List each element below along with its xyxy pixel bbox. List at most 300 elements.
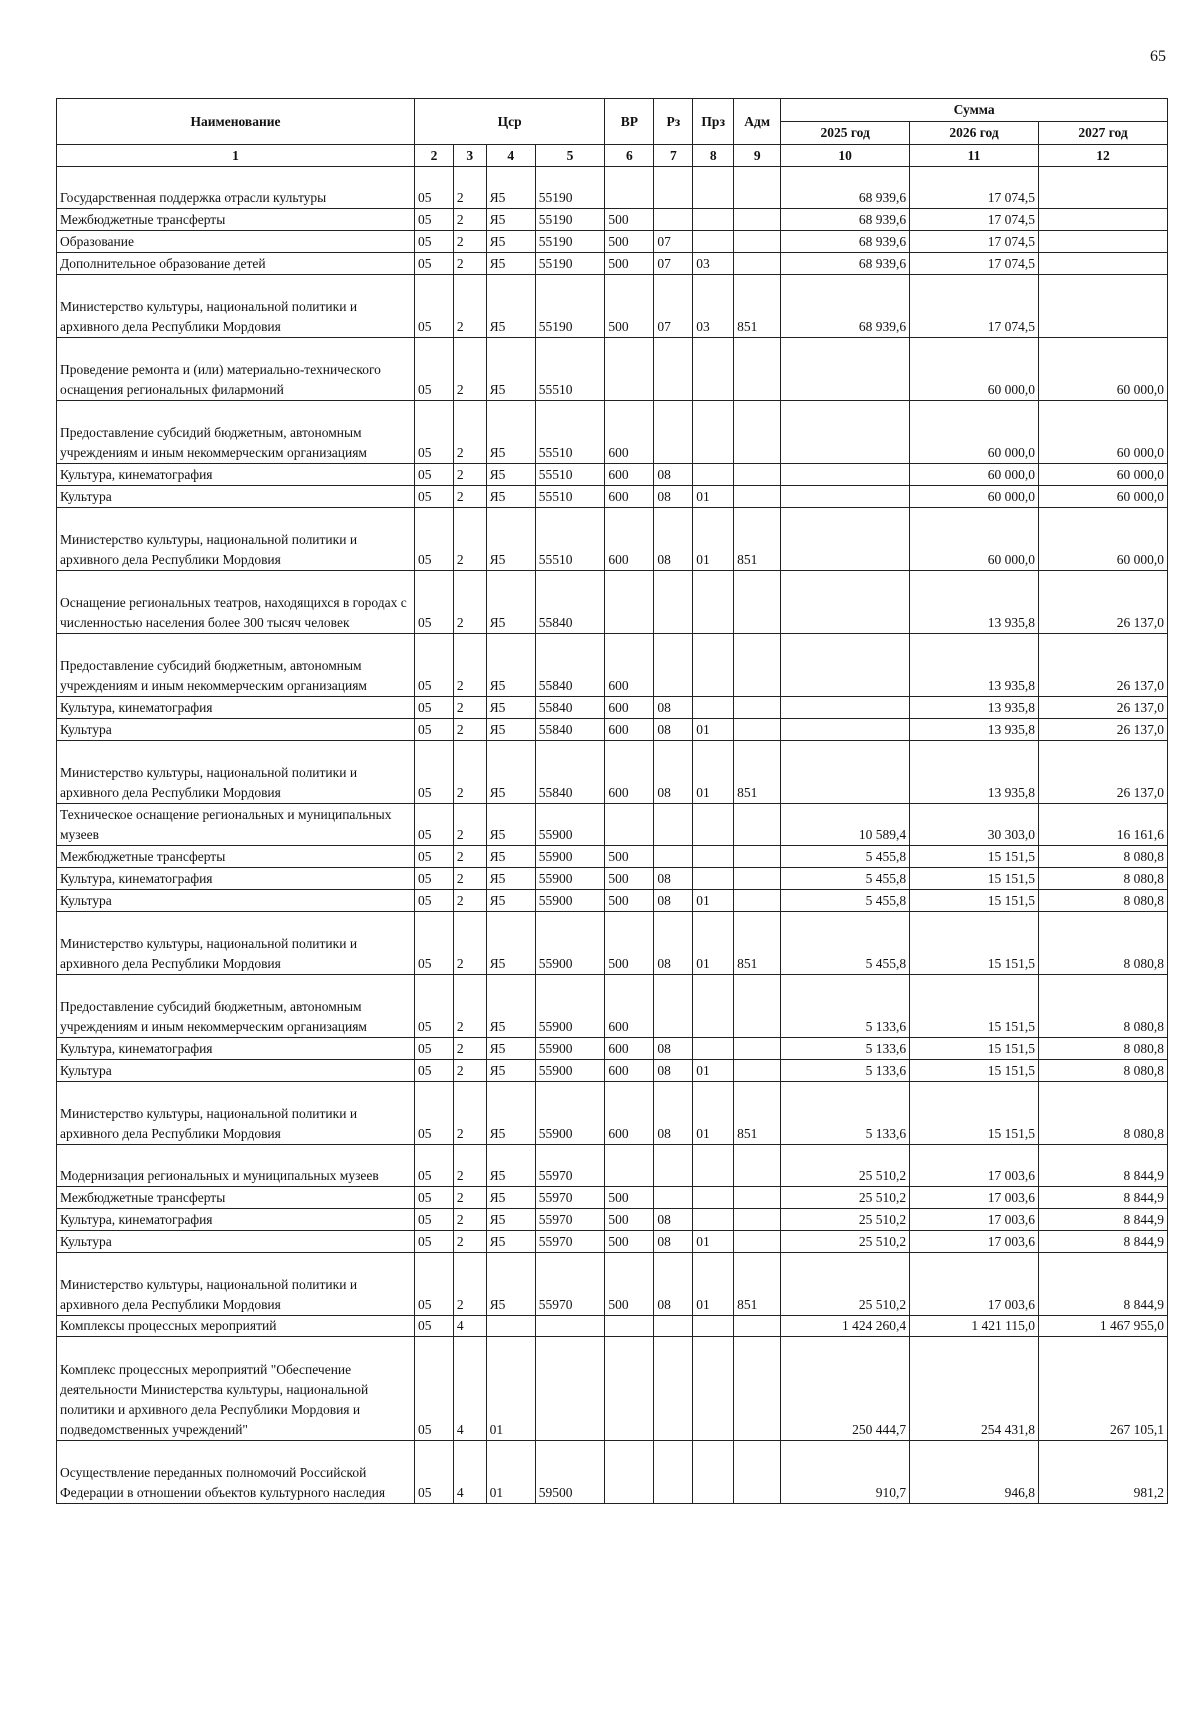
cell-csr-direction: 55900 [535,846,605,868]
cell-name: Оснащение региональных театров, находящихся в городах с численностью населения более 300 тысяч человек [57,571,415,634]
cell-csr-direction: 55190 [535,209,605,231]
cell-sum-2026: 17 003,6 [910,1187,1039,1209]
cell-csr-direction [535,1337,605,1441]
cell-vr: 500 [605,1187,654,1209]
cell-vr: 600 [605,401,654,464]
cell-csr-type: 2 [453,253,486,275]
cell-csr-direction: 55840 [535,719,605,741]
cell-sum-2027: 60 000,0 [1039,464,1168,486]
column-number: 6 [605,145,654,167]
cell-adm [734,401,781,464]
cell-csr-direction: 55840 [535,697,605,719]
cell-csr-direction: 55900 [535,912,605,975]
cell-rz: 08 [654,1082,693,1145]
cell-name: Проведение ремонта и (или) материально-технического оснащения региональных филармоний [57,338,415,401]
cell-sum-2026: 13 935,8 [910,571,1039,634]
cell-prz [693,868,734,890]
cell-prz: 01 [693,912,734,975]
cell-prz: 01 [693,1231,734,1253]
header-year-2026: 2026 год [910,122,1039,145]
cell-csr-program: 05 [415,1082,454,1145]
cell-vr: 600 [605,741,654,804]
cell-sum-2027 [1039,167,1168,209]
cell-csr-program: 05 [415,697,454,719]
cell-csr-project: Я5 [486,741,535,804]
cell-csr-program: 05 [415,1253,454,1316]
cell-csr-type: 2 [453,231,486,253]
cell-csr-direction: 55970 [535,1209,605,1231]
cell-sum-2026: 13 935,8 [910,741,1039,804]
cell-csr-direction: 55510 [535,464,605,486]
cell-rz [654,1441,693,1504]
cell-csr-type: 2 [453,741,486,804]
table-row [57,1316,1168,1337]
cell-rz: 08 [654,912,693,975]
cell-csr-type: 2 [453,634,486,697]
cell-name: Культура [57,719,415,741]
cell-csr-program: 05 [415,1187,454,1209]
cell-name: Министерство культуры, национальной политики и архивного дела Республики Мордовия [57,1082,415,1145]
cell-vr [605,1145,654,1187]
cell-adm: 851 [734,1253,781,1316]
table-row [57,912,1168,975]
cell-csr-direction: 55900 [535,804,605,846]
cell-sum-2027: 26 137,0 [1039,697,1168,719]
cell-rz: 08 [654,1209,693,1231]
cell-csr-direction: 55970 [535,1231,605,1253]
cell-csr-type: 4 [453,1441,486,1504]
cell-sum-2027: 26 137,0 [1039,634,1168,697]
cell-sum-2027: 26 137,0 [1039,571,1168,634]
cell-sum-2026: 13 935,8 [910,697,1039,719]
cell-name: Культура, кинематография [57,868,415,890]
cell-sum-2026: 17 074,5 [910,209,1039,231]
cell-name: Предоставление субсидий бюджетным, автономным учреждениям и иным некоммерческим организациям [57,975,415,1038]
cell-vr [605,1441,654,1504]
cell-rz: 08 [654,1231,693,1253]
cell-name: Культура, кинематография [57,464,415,486]
cell-vr: 500 [605,231,654,253]
cell-csr-type: 2 [453,338,486,401]
cell-adm [734,846,781,868]
table-row [57,1209,1168,1231]
cell-name: Министерство культуры, национальной политики и архивного дела Республики Мордовия [57,275,415,338]
cell-adm [734,231,781,253]
cell-name: Культура [57,1060,415,1082]
cell-sum-2025 [781,508,910,571]
cell-csr-project: Я5 [486,890,535,912]
cell-sum-2025: 1 424 260,4 [781,1316,910,1337]
cell-sum-2026: 15 151,5 [910,1060,1039,1082]
table-row [57,697,1168,719]
cell-sum-2026: 17 074,5 [910,231,1039,253]
cell-name: Культура [57,486,415,508]
table-row [57,253,1168,275]
cell-csr-type: 2 [453,1060,486,1082]
cell-sum-2026: 60 000,0 [910,486,1039,508]
cell-csr-project: Я5 [486,464,535,486]
cell-csr-project: Я5 [486,231,535,253]
cell-sum-2027: 26 137,0 [1039,719,1168,741]
cell-sum-2026: 15 151,5 [910,868,1039,890]
cell-sum-2026: 17 003,6 [910,1231,1039,1253]
cell-sum-2025: 250 444,7 [781,1337,910,1441]
cell-rz: 08 [654,486,693,508]
cell-vr: 600 [605,719,654,741]
cell-adm [734,1209,781,1231]
cell-sum-2025: 5 455,8 [781,846,910,868]
cell-prz [693,338,734,401]
cell-csr-program: 05 [415,338,454,401]
cell-rz: 08 [654,508,693,571]
cell-csr-direction: 55510 [535,338,605,401]
table-row [57,231,1168,253]
header-rz: Рз [654,99,693,145]
cell-name: Межбюджетные трансферты [57,1187,415,1209]
cell-csr-project: Я5 [486,1209,535,1231]
cell-vr [605,338,654,401]
cell-vr: 600 [605,1060,654,1082]
cell-csr-project: Я5 [486,401,535,464]
cell-csr-type: 2 [453,1187,486,1209]
cell-sum-2027: 1 467 955,0 [1039,1316,1168,1337]
cell-csr-project: Я5 [486,1187,535,1209]
cell-sum-2025: 25 510,2 [781,1209,910,1231]
cell-sum-2027: 60 000,0 [1039,486,1168,508]
cell-sum-2026: 17 074,5 [910,275,1039,338]
cell-rz [654,1337,693,1441]
cell-csr-project: 01 [486,1337,535,1441]
cell-sum-2027: 8 844,9 [1039,1187,1168,1209]
cell-sum-2027: 16 161,6 [1039,804,1168,846]
cell-sum-2026: 13 935,8 [910,719,1039,741]
cell-csr-type: 2 [453,890,486,912]
cell-sum-2027: 60 000,0 [1039,401,1168,464]
cell-prz [693,1337,734,1441]
cell-sum-2027: 8 080,8 [1039,975,1168,1038]
cell-rz: 08 [654,719,693,741]
table-row [57,1060,1168,1082]
cell-csr-project: Я5 [486,1060,535,1082]
column-number: 12 [1039,145,1168,167]
cell-prz: 01 [693,1082,734,1145]
cell-sum-2027: 8 080,8 [1039,1038,1168,1060]
cell-vr [605,1337,654,1441]
cell-sum-2026: 15 151,5 [910,1082,1039,1145]
cell-name: Межбюджетные трансферты [57,846,415,868]
cell-csr-type: 2 [453,1209,486,1231]
cell-sum-2027: 267 105,1 [1039,1337,1168,1441]
cell-name: Предоставление субсидий бюджетным, автономным учреждениям и иным некоммерческим организациям [57,634,415,697]
cell-csr-direction [535,1316,605,1337]
cell-csr-project: Я5 [486,846,535,868]
cell-vr: 600 [605,486,654,508]
cell-vr: 500 [605,1209,654,1231]
cell-prz [693,401,734,464]
cell-csr-direction: 55510 [535,508,605,571]
cell-csr-project: Я5 [486,868,535,890]
cell-csr-project: Я5 [486,508,535,571]
cell-vr: 600 [605,697,654,719]
cell-vr [605,1316,654,1337]
cell-csr-program: 05 [415,1231,454,1253]
cell-csr-type: 2 [453,1038,486,1060]
cell-vr: 500 [605,912,654,975]
cell-name: Культура [57,890,415,912]
cell-sum-2027 [1039,275,1168,338]
cell-prz: 03 [693,275,734,338]
cell-sum-2026: 15 151,5 [910,890,1039,912]
cell-adm: 851 [734,912,781,975]
cell-rz [654,571,693,634]
cell-rz: 07 [654,253,693,275]
table-row [57,464,1168,486]
cell-rz: 08 [654,1253,693,1316]
cell-vr: 600 [605,634,654,697]
header-csr: Цср [415,99,605,145]
cell-name: Межбюджетные трансферты [57,209,415,231]
cell-name: Комплекс процессных мероприятий "Обеспечение деятельности Министерства культуры, национальной политики и архивного дела Республики Мордовия и подведомственных учреждений" [57,1337,415,1441]
cell-vr: 500 [605,846,654,868]
cell-csr-type: 2 [453,167,486,209]
cell-csr-direction: 55190 [535,167,605,209]
cell-prz [693,1316,734,1337]
table-row [57,1441,1168,1504]
cell-sum-2025 [781,634,910,697]
cell-name: Культура, кинематография [57,697,415,719]
cell-sum-2027: 8 080,8 [1039,1082,1168,1145]
cell-adm [734,167,781,209]
cell-name: Министерство культуры, национальной политики и архивного дела Республики Мордовия [57,508,415,571]
cell-sum-2025: 910,7 [781,1441,910,1504]
cell-prz [693,1038,734,1060]
cell-adm [734,1187,781,1209]
cell-csr-type: 2 [453,275,486,338]
cell-name: Техническое оснащение региональных и муниципальных музеев [57,804,415,846]
cell-name: Министерство культуры, национальной политики и архивного дела Республики Мордовия [57,912,415,975]
cell-csr-type: 2 [453,464,486,486]
cell-adm [734,719,781,741]
header-adm: Адм [734,99,781,145]
cell-csr-direction: 55510 [535,401,605,464]
header-prz: Прз [693,99,734,145]
cell-prz [693,571,734,634]
cell-csr-project: 01 [486,1441,535,1504]
cell-csr-type: 2 [453,209,486,231]
header-year-2025: 2025 год [781,122,910,145]
cell-vr: 500 [605,890,654,912]
cell-csr-program: 05 [415,275,454,338]
cell-csr-program: 05 [415,167,454,209]
cell-csr-type: 2 [453,401,486,464]
cell-csr-direction: 55510 [535,486,605,508]
cell-sum-2025 [781,697,910,719]
cell-csr-program: 05 [415,486,454,508]
cell-sum-2025: 5 133,6 [781,1082,910,1145]
cell-prz [693,804,734,846]
cell-sum-2026: 17 003,6 [910,1145,1039,1187]
cell-sum-2025: 5 133,6 [781,1038,910,1060]
cell-sum-2027: 8 844,9 [1039,1209,1168,1231]
cell-csr-project: Я5 [486,697,535,719]
cell-prz: 01 [693,890,734,912]
cell-name: Дополнительное образование детей [57,253,415,275]
cell-csr-project: Я5 [486,486,535,508]
cell-prz [693,1209,734,1231]
cell-rz: 08 [654,890,693,912]
cell-sum-2025: 25 510,2 [781,1231,910,1253]
cell-vr [605,804,654,846]
cell-csr-program: 05 [415,1337,454,1441]
cell-csr-direction: 55190 [535,253,605,275]
table-row [57,741,1168,804]
cell-sum-2026: 15 151,5 [910,846,1039,868]
cell-csr-project: Я5 [486,634,535,697]
cell-sum-2027: 26 137,0 [1039,741,1168,804]
cell-adm: 851 [734,275,781,338]
cell-prz [693,846,734,868]
cell-sum-2025: 5 133,6 [781,1060,910,1082]
cell-csr-direction: 55900 [535,890,605,912]
cell-prz: 01 [693,486,734,508]
cell-csr-program: 05 [415,1209,454,1231]
cell-sum-2025: 5 455,8 [781,912,910,975]
cell-csr-direction: 55190 [535,231,605,253]
cell-sum-2027: 8 080,8 [1039,890,1168,912]
cell-csr-program: 05 [415,1316,454,1337]
table-row [57,275,1168,338]
cell-csr-project: Я5 [486,275,535,338]
cell-csr-type: 2 [453,571,486,634]
cell-csr-direction: 55900 [535,868,605,890]
cell-csr-type: 2 [453,804,486,846]
cell-adm [734,890,781,912]
cell-adm [734,1441,781,1504]
cell-sum-2025: 25 510,2 [781,1253,910,1316]
cell-adm [734,975,781,1038]
cell-csr-project: Я5 [486,1145,535,1187]
cell-prz [693,209,734,231]
cell-csr-project [486,1316,535,1337]
cell-csr-project: Я5 [486,975,535,1038]
cell-csr-program: 05 [415,571,454,634]
table-row [57,1337,1168,1441]
cell-vr: 500 [605,253,654,275]
table-row [57,890,1168,912]
cell-sum-2027 [1039,209,1168,231]
cell-csr-type: 4 [453,1316,486,1337]
cell-csr-program: 05 [415,912,454,975]
cell-csr-type: 2 [453,697,486,719]
cell-csr-program: 05 [415,253,454,275]
cell-rz: 08 [654,868,693,890]
cell-rz [654,338,693,401]
table-row [57,486,1168,508]
column-number: 8 [693,145,734,167]
table-row [57,1038,1168,1060]
cell-sum-2027: 60 000,0 [1039,338,1168,401]
cell-sum-2027: 60 000,0 [1039,508,1168,571]
cell-prz: 03 [693,253,734,275]
cell-sum-2027: 8 080,8 [1039,868,1168,890]
cell-sum-2026: 17 074,5 [910,167,1039,209]
cell-csr-project: Я5 [486,167,535,209]
cell-vr [605,167,654,209]
table-row [57,338,1168,401]
cell-vr: 500 [605,209,654,231]
cell-prz: 01 [693,1253,734,1316]
cell-rz: 08 [654,741,693,804]
table-row [57,846,1168,868]
cell-csr-type: 2 [453,1145,486,1187]
cell-sum-2025 [781,464,910,486]
table-row [57,1082,1168,1145]
cell-csr-project: Я5 [486,253,535,275]
cell-sum-2025 [781,741,910,804]
cell-sum-2026: 15 151,5 [910,912,1039,975]
table-row [57,1253,1168,1316]
cell-csr-program: 05 [415,846,454,868]
cell-sum-2027 [1039,253,1168,275]
cell-csr-project: Я5 [486,1082,535,1145]
cell-csr-program: 05 [415,209,454,231]
table-row [57,401,1168,464]
cell-sum-2025: 5 455,8 [781,890,910,912]
cell-prz [693,464,734,486]
column-number: 1 [57,145,415,167]
cell-csr-type: 2 [453,975,486,1038]
cell-rz [654,975,693,1038]
cell-csr-project: Я5 [486,804,535,846]
cell-csr-project: Я5 [486,719,535,741]
cell-csr-type: 2 [453,1231,486,1253]
column-numbers-row [57,145,1168,167]
cell-csr-direction: 55840 [535,634,605,697]
cell-sum-2026: 60 000,0 [910,464,1039,486]
header-year-2027: 2027 год [1039,122,1168,145]
cell-sum-2027: 8 080,8 [1039,846,1168,868]
cell-csr-direction: 55840 [535,741,605,804]
cell-csr-project: Я5 [486,1038,535,1060]
cell-adm [734,253,781,275]
cell-sum-2026: 17 003,6 [910,1209,1039,1231]
cell-sum-2025: 5 455,8 [781,868,910,890]
cell-csr-type: 4 [453,1337,486,1441]
cell-adm: 851 [734,1082,781,1145]
cell-name: Комплексы процессных мероприятий [57,1316,415,1337]
cell-name: Осуществление переданных полномочий Российской Федерации в отношении объектов культурного наследия [57,1441,415,1504]
cell-sum-2025 [781,486,910,508]
cell-prz [693,1441,734,1504]
cell-sum-2026: 60 000,0 [910,508,1039,571]
cell-csr-direction: 55970 [535,1187,605,1209]
header-sum: Сумма [781,99,1168,122]
cell-vr: 500 [605,1253,654,1316]
budget-table [56,98,1168,1504]
cell-sum-2027 [1039,231,1168,253]
cell-name: Культура, кинематография [57,1038,415,1060]
cell-csr-type: 2 [453,719,486,741]
cell-rz [654,1316,693,1337]
cell-sum-2026: 1 421 115,0 [910,1316,1039,1337]
cell-adm: 851 [734,741,781,804]
cell-csr-program: 05 [415,508,454,571]
cell-adm: 851 [734,508,781,571]
cell-adm [734,697,781,719]
cell-name: Образование [57,231,415,253]
cell-prz [693,975,734,1038]
cell-sum-2025: 68 939,6 [781,275,910,338]
